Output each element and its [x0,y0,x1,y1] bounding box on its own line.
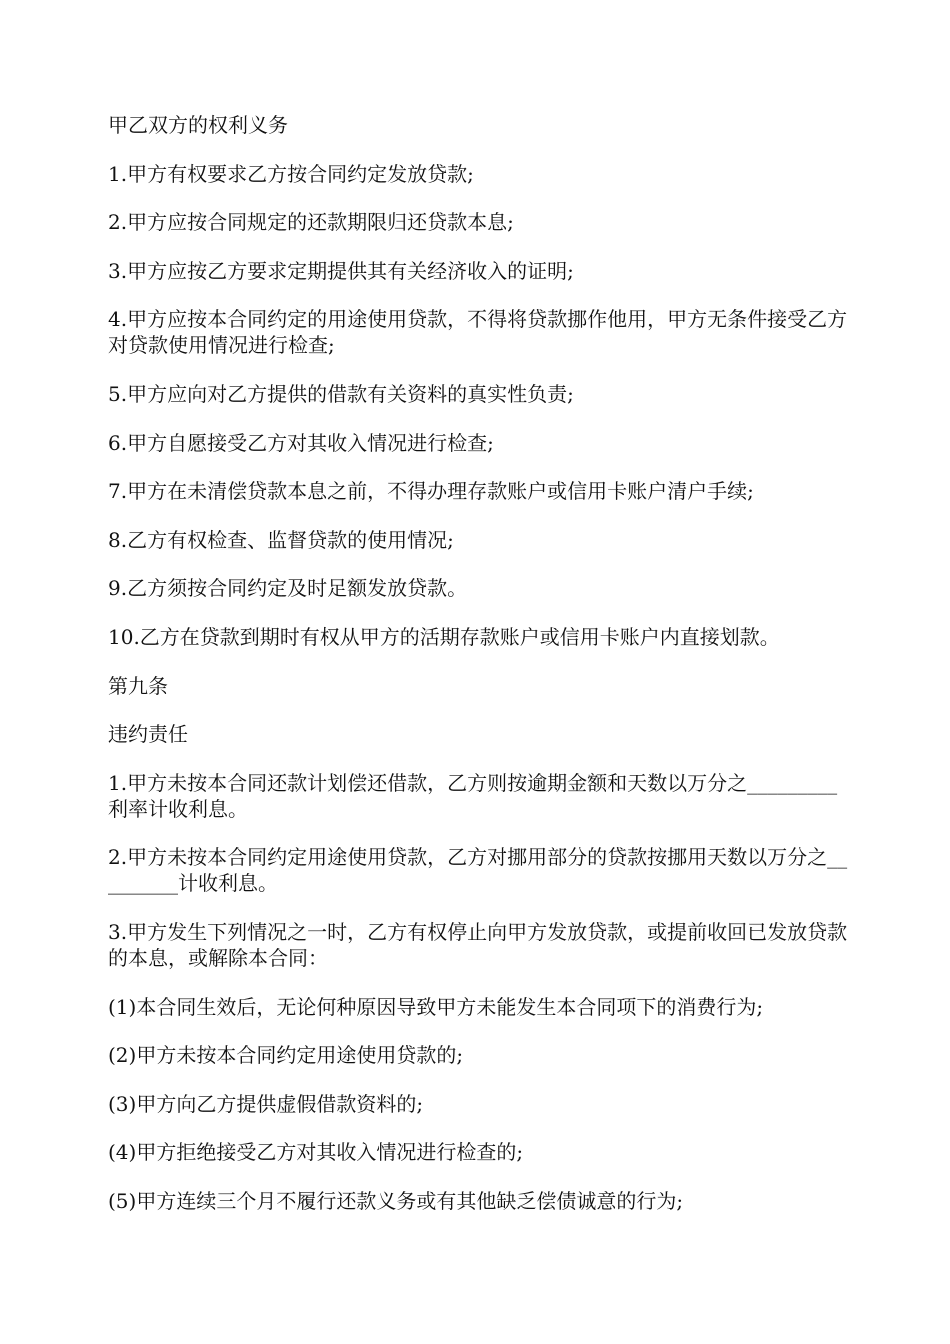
sub-clause-paragraph: (3)甲方向乙方提供虚假借款资料的; [108,1091,424,1116]
clause-paragraph: 9.乙方须按合同约定及时足额发放贷款。 [108,576,468,601]
clause-paragraph: 8.乙方有权检查、监督贷款的使用情况; [108,527,454,552]
clause-paragraph: 1.甲方有权要求乙方按合同约定发放贷款; [108,161,474,186]
sub-clause-paragraph: (4)甲方拒绝接受乙方对其收入情况进行检查的; [108,1140,524,1165]
section-heading-rights: 甲乙双方的权利义务 [108,113,288,137]
section-heading-liability: 违约责任 [108,722,188,747]
clause-paragraph: 4.甲方应按本合同约定的用途使用贷款，不得将贷款挪作他用，甲方无条件接受乙方对贷款使用情况进行检查; [108,307,848,358]
clause-paragraph: 6.甲方自愿接受乙方对其收入情况进行检查; [108,430,494,455]
clause-paragraph: 2.甲方应按合同规定的还款期限归还贷款本息; [108,210,514,235]
sub-clause-paragraph: (1)本合同生效后，无论何种原因导致甲方未能发生本合同项下的消费行为; [108,994,764,1019]
sub-clause-paragraph: (5)甲方连续三个月不履行还款义务或有其他缺乏偿债诚意的行为; [108,1188,684,1213]
clause-paragraph: 3.甲方应按乙方要求定期提供其有关经济收入的证明; [108,258,574,283]
document-page [108,112,850,1236]
clause-paragraph: 2.甲方未按本合同约定用途使用贷款，乙方对挪用部分的贷款按挪用天数以万分之_________计收利息。 [108,845,848,896]
clause-paragraph: 5.甲方应向对乙方提供的借款有关资料的真实性负责; [108,381,574,406]
clause-paragraph: 10.乙方在贷款到期时有权从甲方的活期存款账户或信用卡账户内直接划款。 [108,624,780,649]
sub-clause-paragraph: (2)甲方未按本合同约定用途使用贷款的; [108,1043,464,1068]
clause-paragraph: 1.甲方未按本合同还款计划偿还借款，乙方则按逾期金额和天数以万分之_________利率计收利息。 [108,770,838,821]
clause-paragraph: 7.甲方在未清偿贷款本息之前，不得办理存款账户或信用卡账户清户手续; [108,479,754,504]
article-number: 第九条 [108,673,168,698]
clause-paragraph: 3.甲方发生下列情况之一时，乙方有权停止向甲方发放贷款，或提前收回已发放贷款的本息，或解除本合同： [108,919,848,970]
